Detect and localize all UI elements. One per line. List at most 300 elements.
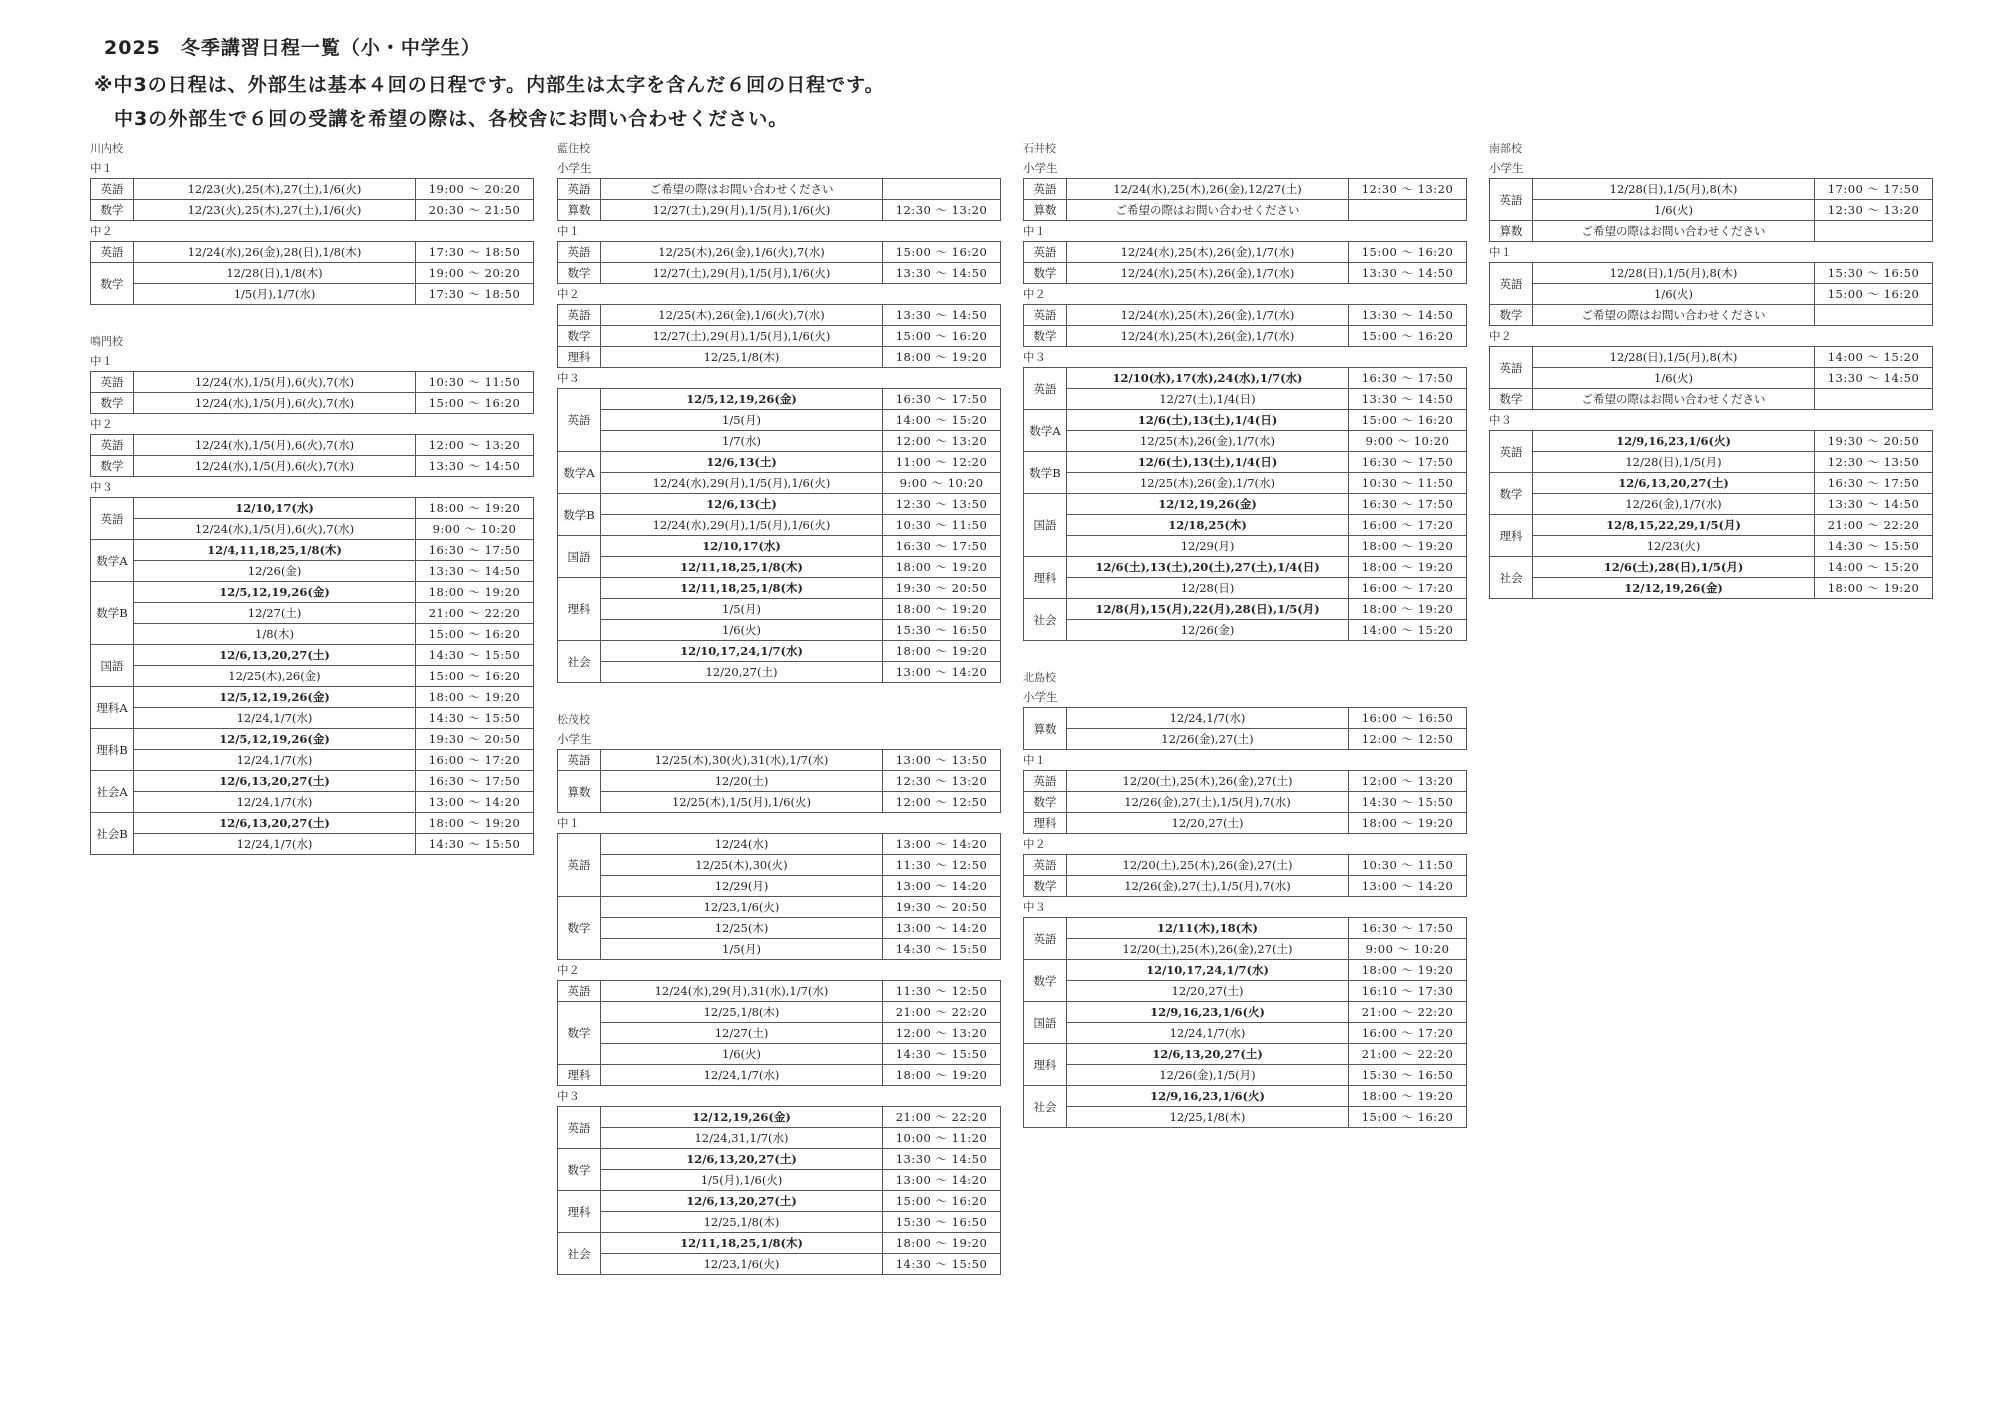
table-row <box>1024 792 1467 813</box>
dates-cell: 12/18,25(木) <box>1067 515 1349 536</box>
time-cell: 10:30 ～ 11:50 <box>1349 473 1467 494</box>
time-cell: 16:30 ～ 17:50 <box>416 771 534 792</box>
time-cell: 13:30 ～ 14:50 <box>1349 389 1467 410</box>
dates-cell: 12/27(土) <box>601 1023 883 1044</box>
dates-cell: ご希望の際はお問い合わせください <box>1533 221 1815 242</box>
subject-cell: 数学 <box>558 1149 601 1191</box>
time-cell: 14:30 ～ 15:50 <box>416 834 534 855</box>
dates-cell: 12/20(土),25(木),26(金),27(土) <box>1067 939 1349 960</box>
dates-cell: 12/26(金) <box>1067 620 1349 641</box>
time-cell: 17:30 ～ 18:50 <box>416 284 534 305</box>
table-row <box>1490 536 1933 557</box>
dates-cell: 12/24(水),29(月),31(水),1/7(水) <box>601 981 883 1002</box>
schedule-table <box>557 388 1001 683</box>
dates-cell: 12/24,1/7(水) <box>134 792 416 813</box>
dates-cell: 12/11(木),18(木) <box>1067 918 1349 939</box>
table-row <box>1024 536 1467 557</box>
school-name: 北島校 <box>1023 671 1056 684</box>
schedule-table <box>1489 346 1933 410</box>
time-cell: 10:30 ～ 11:50 <box>416 372 534 393</box>
school-name: 鳴門校 <box>90 335 123 348</box>
schedule-table <box>90 178 534 221</box>
time-cell: 20:30 ～ 21:50 <box>416 200 534 221</box>
time-cell: 15:30 ～ 16:50 <box>883 1212 1001 1233</box>
time-cell: 16:30 ～ 17:50 <box>1349 452 1467 473</box>
schedule-table <box>557 980 1001 1086</box>
dates-cell: 12/24(水),25(木),26(金),1/7(水) <box>1067 305 1349 326</box>
time-cell: 13:30 ～ 14:50 <box>1349 305 1467 326</box>
school-name: 南部校 <box>1489 142 1522 155</box>
subject-cell: 算数 <box>558 200 601 221</box>
dates-cell: 12/23,1/6(火) <box>601 897 883 918</box>
dates-cell: 12/24,1/7(水) <box>1067 708 1349 729</box>
table-row <box>1024 599 1467 620</box>
time-cell: 18:00 ～ 19:20 <box>416 687 534 708</box>
table-row <box>1024 708 1467 729</box>
grade-label: 小学生 <box>557 161 592 175</box>
subject-cell: 数学 <box>1024 792 1067 813</box>
table-row <box>558 918 1001 939</box>
table-row <box>1490 284 1933 305</box>
subject-cell: 数学A <box>91 540 134 582</box>
dates-cell: 12/10,17,24,1/7(水) <box>601 641 883 662</box>
table-row <box>1024 494 1467 515</box>
table-row <box>1024 960 1467 981</box>
dates-cell: 12/20(土) <box>601 771 883 792</box>
table-row <box>558 1002 1001 1023</box>
table-row <box>1024 1086 1467 1107</box>
time-cell: 18:00 ～ 19:20 <box>883 557 1001 578</box>
time-cell: 9:00 ～ 10:20 <box>883 473 1001 494</box>
subject-cell: 理科B <box>91 729 134 771</box>
dates-cell: 1/6(火) <box>1533 284 1815 305</box>
dates-cell: 12/25,1/8(木) <box>601 1212 883 1233</box>
dates-cell: 12/20,27(土) <box>1067 981 1349 1002</box>
table-row <box>1490 305 1933 326</box>
time-cell: 16:00 ～ 17:20 <box>1349 515 1467 536</box>
dates-cell: 12/24,1/7(水) <box>134 750 416 771</box>
dates-cell: 12/25(木),30(火) <box>601 855 883 876</box>
time-cell: 18:00 ～ 19:20 <box>1815 578 1933 599</box>
table-row <box>91 284 534 305</box>
subject-cell: 社会A <box>91 771 134 813</box>
schedule-table <box>557 241 1001 284</box>
subject-cell: 数学A <box>1024 410 1067 452</box>
dates-cell: 1/5(月),1/7(水) <box>134 284 416 305</box>
dates-cell: 12/25(木),26(金),1/6(火),7(水) <box>601 242 883 263</box>
table-row <box>91 813 534 834</box>
time-cell: 9:00 ～ 10:20 <box>1349 939 1467 960</box>
time-cell: 11:30 ～ 12:50 <box>883 855 1001 876</box>
dates-cell: 12/25(木),26(金) <box>134 666 416 687</box>
table-row <box>1024 557 1467 578</box>
dates-cell: 12/5,12,19,26(金) <box>134 729 416 750</box>
schedule-table <box>1023 241 1467 284</box>
dates-cell: 12/26(金),1/7(水) <box>1533 494 1815 515</box>
table-row <box>91 834 534 855</box>
school-spacer <box>1023 641 1466 665</box>
time-cell: 12:00 ～ 13:20 <box>883 1023 1001 1044</box>
grade-label: 中２ <box>557 963 580 977</box>
dates-cell: 12/23(火),25(木),27(土),1/6(火) <box>134 200 416 221</box>
time-cell: 18:00 ～ 19:20 <box>883 641 1001 662</box>
dates-cell: 12/27(土),29(月),1/5(月),1/6(火) <box>601 263 883 284</box>
time-cell: 13:00 ～ 14:20 <box>883 834 1001 855</box>
table-row <box>558 263 1001 284</box>
dates-cell: 12/24(水) <box>601 834 883 855</box>
dates-cell: 12/24,1/7(水) <box>134 708 416 729</box>
table-row <box>558 641 1001 662</box>
table-row <box>1024 326 1467 347</box>
time-cell: 18:00 ～ 19:20 <box>1349 536 1467 557</box>
time-cell: 15:00 ～ 16:20 <box>883 242 1001 263</box>
table-row <box>558 536 1001 557</box>
time-cell: 16:30 ～ 17:50 <box>416 540 534 561</box>
table-row <box>91 708 534 729</box>
subject-cell: 数学 <box>91 200 134 221</box>
grade-label: 中１ <box>1023 224 1046 238</box>
time-cell: 13:00 ～ 14:20 <box>883 918 1001 939</box>
schedule-table <box>90 371 534 414</box>
grade-label: 中２ <box>557 287 580 301</box>
dates-cell: 12/24,1/7(水) <box>134 834 416 855</box>
table-row <box>1490 368 1933 389</box>
time-cell: 12:00 ～ 12:50 <box>883 792 1001 813</box>
time-cell: 18:00 ～ 19:20 <box>416 498 534 519</box>
grade-label: 小学生 <box>1023 690 1058 704</box>
table-row <box>91 645 534 666</box>
time-cell: 21:00 ～ 22:20 <box>1815 515 1933 536</box>
time-cell: 13:00 ～ 14:20 <box>883 662 1001 683</box>
time-cell: 19:30 ～ 20:50 <box>416 729 534 750</box>
subject-cell: 数学 <box>1024 263 1067 284</box>
school-spacer <box>90 305 533 329</box>
table-row <box>1490 452 1933 473</box>
time-cell: 13:00 ～ 13:50 <box>883 750 1001 771</box>
dates-cell: 12/24(水),25(木),26(金),1/7(水) <box>1067 263 1349 284</box>
table-row <box>558 1170 1001 1191</box>
subject-cell: 算数 <box>1024 200 1067 221</box>
table-row <box>558 389 1001 410</box>
subject-cell: 算数 <box>1490 221 1533 242</box>
subject-cell: 社会B <box>91 813 134 855</box>
dates-cell: 1/7(水) <box>601 431 883 452</box>
schedule-table <box>557 833 1001 960</box>
dates-cell: 12/24(水),29(月),1/5(月),1/6(火) <box>601 473 883 494</box>
time-cell: 19:00 ～ 20:20 <box>416 179 534 200</box>
time-cell: 18:00 ～ 19:20 <box>416 582 534 603</box>
time-cell: 13:30 ～ 14:50 <box>883 1149 1001 1170</box>
time-cell: 15:00 ～ 16:20 <box>1349 326 1467 347</box>
table-row <box>91 456 534 477</box>
dates-cell: 12/8(月),15(月),22(月),28(日),1/5(月) <box>1067 599 1349 620</box>
subject-cell: 英語 <box>91 179 134 200</box>
schedule-table <box>90 497 534 855</box>
dates-cell: 1/8(木) <box>134 624 416 645</box>
dates-cell: 12/10(水),17(水),24(水),1/7(水) <box>1067 368 1349 389</box>
dates-cell: 12/5,12,19,26(金) <box>134 687 416 708</box>
subject-cell: 数学 <box>558 263 601 284</box>
table-row <box>1490 347 1933 368</box>
table-row <box>91 687 534 708</box>
school-spacer <box>557 683 1000 707</box>
time-cell: 15:30 ～ 16:50 <box>883 620 1001 641</box>
dates-cell: 12/28(日),1/8(木) <box>134 263 416 284</box>
table-row <box>558 452 1001 473</box>
time-cell: 13:00 ～ 14:20 <box>416 792 534 813</box>
subject-cell: 理科 <box>558 1065 601 1086</box>
grade-label: 中２ <box>1489 329 1512 343</box>
time-cell: 17:00 ～ 17:50 <box>1815 179 1933 200</box>
table-row <box>558 242 1001 263</box>
subject-cell: 社会 <box>1024 1086 1067 1128</box>
subject-cell: 理科 <box>1024 1044 1067 1086</box>
schedule-table <box>1023 770 1467 834</box>
dates-cell: 12/6,13,20,27(土) <box>1533 473 1815 494</box>
grade-label: 小学生 <box>1023 161 1058 175</box>
table-row <box>1490 389 1933 410</box>
dates-cell: ご希望の際はお問い合わせください <box>1067 200 1349 221</box>
subject-cell: 社会 <box>558 1233 601 1275</box>
dates-cell: 12/5,12,19,26(金) <box>134 582 416 603</box>
dates-cell: 12/28(日),1/5(月),8(木) <box>1533 263 1815 284</box>
table-row <box>91 582 534 603</box>
table-row <box>1024 368 1467 389</box>
dates-cell: 12/11,18,25,1/8(木) <box>601 557 883 578</box>
subject-cell: 英語 <box>1024 305 1067 326</box>
schedule-table <box>1023 917 1467 1128</box>
table-row <box>558 1254 1001 1275</box>
dates-cell: 12/6,13(土) <box>601 452 883 473</box>
table-row <box>91 750 534 771</box>
time-cell: 15:00 ～ 16:20 <box>416 624 534 645</box>
dates-cell: 12/6(土),13(土),20(土),27(土),1/4(日) <box>1067 557 1349 578</box>
table-row <box>91 179 534 200</box>
subject-cell: 英語 <box>91 372 134 393</box>
table-row <box>558 599 1001 620</box>
subject-cell: 英語 <box>558 242 601 263</box>
schedule-table <box>1023 367 1467 641</box>
schedule-table <box>1023 178 1467 221</box>
time-cell: 13:30 ～ 14:50 <box>416 561 534 582</box>
table-row <box>558 200 1001 221</box>
grade-label: 中１ <box>557 224 580 238</box>
time-cell: 19:00 ～ 20:20 <box>416 263 534 284</box>
dates-cell: 1/5(月) <box>601 410 883 431</box>
time-cell: 10:30 ～ 11:50 <box>883 515 1001 536</box>
subject-cell: 英語 <box>1024 179 1067 200</box>
table-row <box>91 603 534 624</box>
table-row <box>1024 431 1467 452</box>
dates-cell: 12/27(土),29(月),1/5(月),1/6(火) <box>601 326 883 347</box>
time-cell <box>1349 200 1467 221</box>
table-row <box>1024 1002 1467 1023</box>
subject-cell: 数学 <box>558 897 601 960</box>
table-row <box>558 897 1001 918</box>
subject-cell: 英語 <box>558 750 601 771</box>
table-row <box>558 305 1001 326</box>
time-cell: 14:00 ～ 15:20 <box>1349 620 1467 641</box>
time-cell: 16:00 ～ 17:20 <box>1349 1023 1467 1044</box>
time-cell: 9:00 ～ 10:20 <box>1349 431 1467 452</box>
time-cell: 18:00 ～ 19:20 <box>883 599 1001 620</box>
table-row <box>91 393 534 414</box>
schedule-table <box>90 241 534 305</box>
table-row <box>1024 981 1467 1002</box>
table-row <box>558 1191 1001 1212</box>
subject-cell: 英語 <box>1024 368 1067 410</box>
table-row <box>558 855 1001 876</box>
time-cell: 16:00 ～ 17:20 <box>1349 578 1467 599</box>
column-2 <box>557 136 1000 1275</box>
column-3 <box>1023 136 1466 1128</box>
time-cell: 14:00 ～ 15:20 <box>1815 557 1933 578</box>
time-cell: 13:00 ～ 14:20 <box>1349 876 1467 897</box>
time-cell: 15:00 ～ 16:20 <box>1349 410 1467 431</box>
subject-cell: 英語 <box>558 179 601 200</box>
dates-cell: 12/24,1/7(水) <box>1067 1023 1349 1044</box>
subject-cell: 理科 <box>558 347 601 368</box>
time-cell: 14:30 ～ 15:50 <box>416 645 534 666</box>
dates-cell: 12/28(日) <box>1067 578 1349 599</box>
time-cell: 12:30 ～ 13:20 <box>1815 200 1933 221</box>
dates-cell: 12/9,16,23,1/6(火) <box>1533 431 1815 452</box>
grade-label: 中１ <box>1489 245 1512 259</box>
table-row <box>1490 431 1933 452</box>
table-row <box>91 771 534 792</box>
table-row <box>558 179 1001 200</box>
time-cell: 13:30 ～ 14:50 <box>1349 263 1467 284</box>
subject-cell: 数学 <box>1490 305 1533 326</box>
table-row <box>1024 1065 1467 1086</box>
dates-cell: 1/5(月),1/6(火) <box>601 1170 883 1191</box>
table-row <box>1490 515 1933 536</box>
table-row <box>558 494 1001 515</box>
grade-label: 中３ <box>1023 900 1046 914</box>
subject-cell: 社会 <box>1490 557 1533 599</box>
time-cell: 21:00 ～ 22:20 <box>1349 1002 1467 1023</box>
table-row <box>91 200 534 221</box>
column-4 <box>1489 136 1932 599</box>
school-name: 川内校 <box>90 142 123 155</box>
subject-cell: 英語 <box>558 981 601 1002</box>
dates-cell: 12/26(金),27(土),1/5(月),7(水) <box>1067 792 1349 813</box>
dates-cell: 12/23,1/6(火) <box>601 1254 883 1275</box>
dates-cell: 12/11,18,25,1/8(木) <box>601 578 883 599</box>
table-row <box>91 666 534 687</box>
dates-cell: 1/6(火) <box>1533 368 1815 389</box>
table-row <box>1024 305 1467 326</box>
table-row <box>91 540 534 561</box>
subject-cell: 理科 <box>558 578 601 641</box>
table-row <box>1024 578 1467 599</box>
table-row <box>1490 200 1933 221</box>
time-cell: 13:30 ～ 14:50 <box>1815 494 1933 515</box>
table-row <box>558 1149 1001 1170</box>
table-row <box>558 939 1001 960</box>
dates-cell: 12/20,27(土) <box>601 662 883 683</box>
dates-cell: 12/25(木),1/5(月),1/6(火) <box>601 792 883 813</box>
subject-cell: 英語 <box>1024 918 1067 960</box>
time-cell: 14:00 ～ 15:20 <box>1815 347 1933 368</box>
subject-cell: 国語 <box>91 645 134 687</box>
dates-cell: ご希望の際はお問い合わせください <box>1533 305 1815 326</box>
time-cell: 14:30 ～ 15:50 <box>883 1044 1001 1065</box>
dates-cell: 1/6(火) <box>1533 200 1815 221</box>
table-row <box>91 263 534 284</box>
table-row <box>91 242 534 263</box>
subject-cell: 社会 <box>1024 599 1067 641</box>
subject-cell: 英語 <box>1490 179 1533 221</box>
table-row <box>1024 729 1467 750</box>
dates-cell: 12/24(水),1/5(月),6(火),7(水) <box>134 372 416 393</box>
table-row <box>1024 939 1467 960</box>
grade-label: 中２ <box>90 417 113 431</box>
dates-cell: 12/24(水),25(木),26(金),1/7(水) <box>1067 242 1349 263</box>
table-row <box>1024 389 1467 410</box>
time-cell: 12:30 ～ 13:50 <box>883 494 1001 515</box>
grade-label: 小学生 <box>1489 161 1524 175</box>
dates-cell: ご希望の際はお問い合わせください <box>601 179 883 200</box>
table-row <box>91 624 534 645</box>
dates-cell: 12/24,31,1/7(水) <box>601 1128 883 1149</box>
time-cell: 12:00 ～ 13:20 <box>416 435 534 456</box>
table-row <box>558 515 1001 536</box>
table-row <box>1490 494 1933 515</box>
subject-cell: 英語 <box>1024 855 1067 876</box>
time-cell: 21:00 ～ 22:20 <box>1349 1044 1467 1065</box>
table-row <box>1024 200 1467 221</box>
time-cell: 14:30 ～ 15:50 <box>1349 792 1467 813</box>
dates-cell: 1/6(火) <box>601 620 883 641</box>
grade-label: 中３ <box>557 1089 580 1103</box>
subject-cell: 数学A <box>558 452 601 494</box>
table-row <box>91 519 534 540</box>
dates-cell: 12/25(木) <box>601 918 883 939</box>
subject-cell: 数学 <box>558 326 601 347</box>
subject-cell: 国語 <box>1024 1002 1067 1044</box>
time-cell: 10:30 ～ 11:50 <box>1349 855 1467 876</box>
dates-cell: 12/6(土),13(土),1/4(日) <box>1067 452 1349 473</box>
dates-cell: 12/6,13,20,27(土) <box>134 645 416 666</box>
dates-cell: 12/20(土),25(木),26(金),27(土) <box>1067 855 1349 876</box>
dates-cell: ご希望の際はお問い合わせください <box>1533 389 1815 410</box>
subject-cell: 英語 <box>91 242 134 263</box>
dates-cell: 12/25(木),26(金),1/7(水) <box>1067 431 1349 452</box>
subject-cell: 数学 <box>1490 473 1533 515</box>
dates-cell: 12/27(土) <box>134 603 416 624</box>
schedule-table <box>90 434 534 477</box>
table-row <box>1024 410 1467 431</box>
subject-cell: 社会 <box>558 641 601 683</box>
dates-cell: 12/6,13,20,27(土) <box>1067 1044 1349 1065</box>
table-row <box>1024 771 1467 792</box>
subject-cell: 数学 <box>558 1002 601 1065</box>
dates-cell: 12/26(金),27(土) <box>1067 729 1349 750</box>
subject-cell: 数学 <box>1490 389 1533 410</box>
time-cell: 16:10 ～ 17:30 <box>1349 981 1467 1002</box>
dates-cell: 12/24(水),1/5(月),6(火),7(水) <box>134 519 416 540</box>
schedule-table <box>1489 430 1933 599</box>
table-row <box>1490 221 1933 242</box>
subject-cell: 英語 <box>1024 242 1067 263</box>
time-cell: 9:00 ～ 10:20 <box>416 519 534 540</box>
dates-cell: 12/24(水),29(月),1/5(月),1/6(火) <box>601 515 883 536</box>
dates-cell: 12/12,19,26(金) <box>1067 494 1349 515</box>
time-cell: 13:00 ～ 14:20 <box>883 1170 1001 1191</box>
subject-cell: 算数 <box>558 771 601 813</box>
dates-cell: 12/9,16,23,1/6(火) <box>1067 1002 1349 1023</box>
